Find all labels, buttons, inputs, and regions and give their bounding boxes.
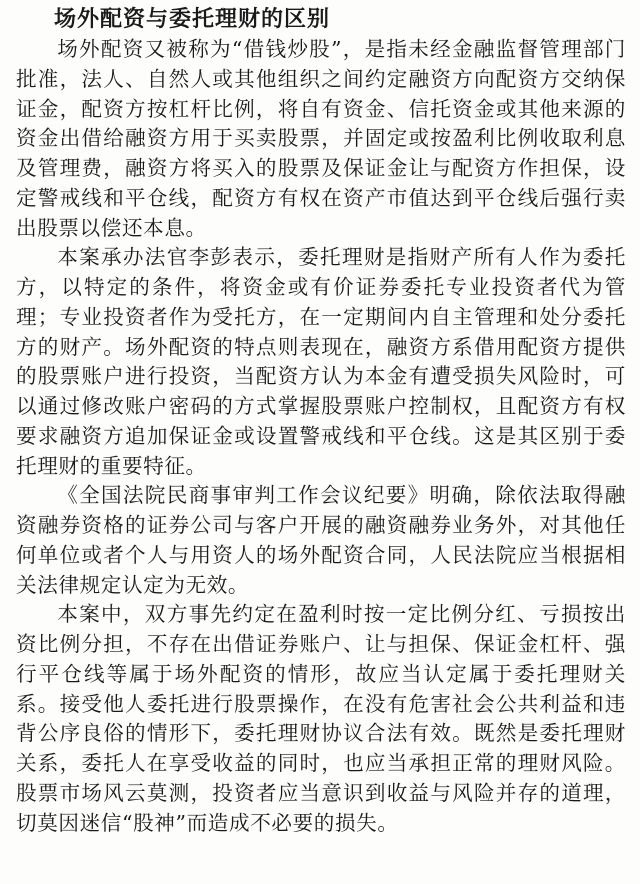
- article-paragraph-3: 《全国法院民商事审判工作会议纪要》明确，除依法取得融资融券资格的证券公司与客户开展的融资融券业务外，对其他任何单位或者个人与用资人的场外配资合同，人民法院应当根据相关法律规定认定为无效。: [16, 483, 626, 597]
- article-paragraph-2: 本案承办法官李彭表示，委托理财是指财产所有人作为委托方，以特定的条件，将资金或有价证券委托专业投资者代为管理；专业投资者作为受托方，在一定期间内自主管理和处分委托方的财产。场外配资的特点则表现在，融资方系借用配资方提供的股票账户进行投资，当配资方认为本金有遭受损失风险时，可以通过修改账户密码的方式掌握股票账户控制权，且配资方有权要求融资方追加保证金或设置警戒线和平仓线。这是其区别于委托理财的重要特征。: [16, 245, 626, 478]
- article-title: 场外配资与委托理财的区别: [54, 7, 331, 32]
- article-paragraph-4: 本案中，双方事先约定在盈利时按一定比例分红、亏损按出资比例分担，不存在出借证券账户、让与担保、保证金杠杆、强行平仓线等属于场外配资的情形，故应当认定属于委托理财关系。接受他人委托进行股票操作，在没有危害社会公共利益和违背公序良俗的情形下，委托理财协议合法有效。既然是委托理财关系，委托人在享受收益的同时，也应当承担正常的理财风险。股票市场风云莫测，投资者应当意识到收益与风险并存的道理，切莫因迷信“股神”而造成不必要的损失。: [16, 602, 626, 835]
- article-paragraph-1: 场外配资又被称为“借钱炒股”，是指未经金融监督管理部门批准，法人、自然人或其他组织之间约定融资方向配资方交纳保证金，配资方按杠杆比例，将自有资金、信托资金或其他来源的资金出借给融资方用于买卖股票，并固定或按盈利比例收取利息及管理费，融资方将买入的股票及保证金让与配资方作担保，设定警戒线和平仓线，配资方有权在资产市值达到平仓线后强行卖出股票以偿还本息。: [16, 37, 626, 240]
